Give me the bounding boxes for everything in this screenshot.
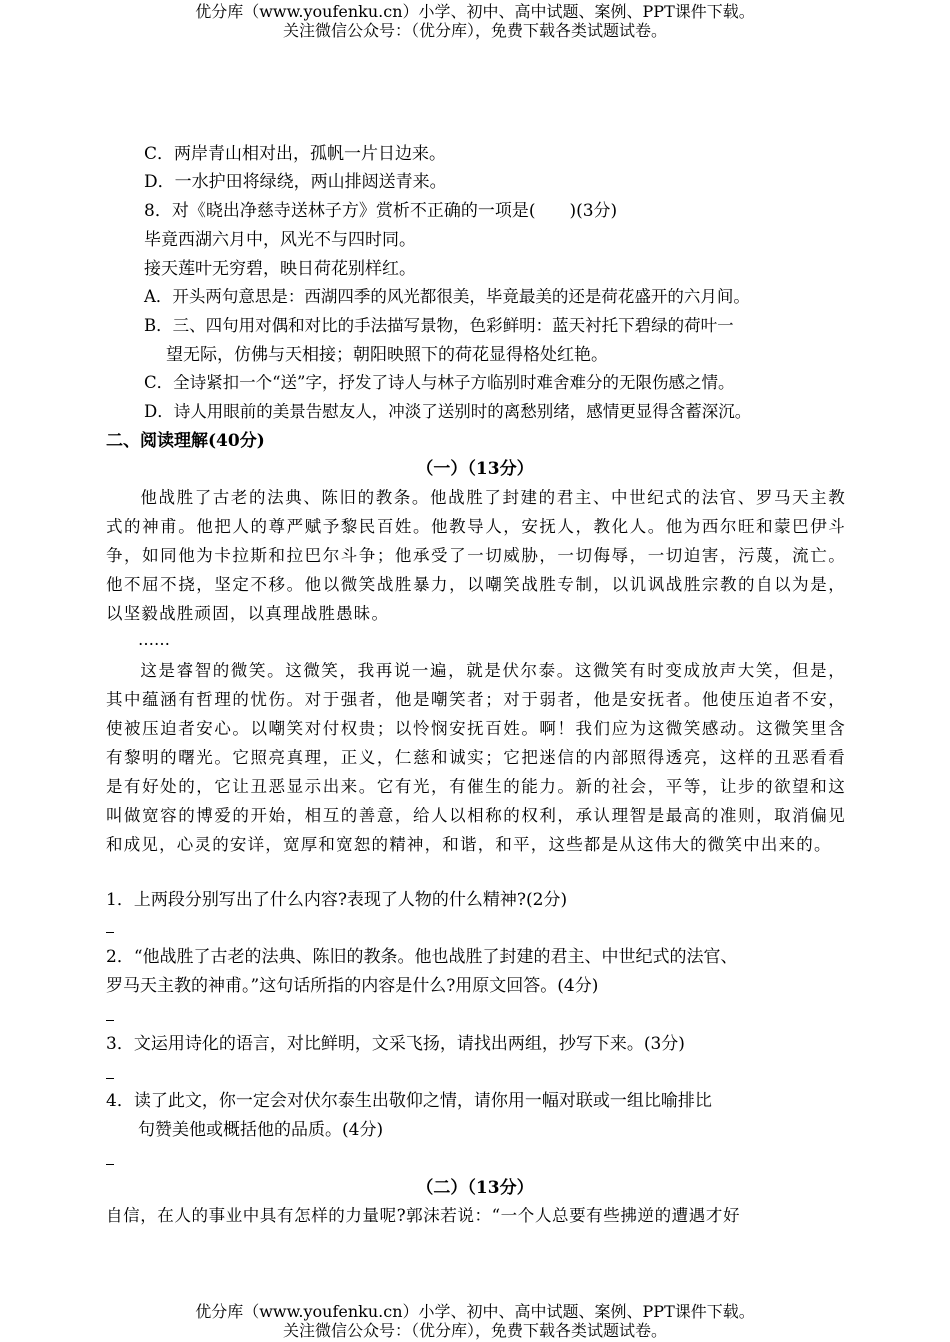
question-4-line-2: 句赞美他或概括他的品质。(4分) <box>138 1120 384 1140</box>
answer-blank-3[interactable] <box>106 1078 114 1079</box>
passage-paragraph-1 <box>106 483 846 628</box>
poem-line-2: 接天莲叶无穷碧，映日荷花别样红。 <box>144 259 416 279</box>
part-2-title: （二）（13分） <box>416 1178 534 1198</box>
section-2-title: 二、阅读理解(40分) <box>106 431 265 451</box>
header-line-2: 关注微信公众号：（优分库），免费下载各类试题试卷。 <box>282 21 667 40</box>
ellipsis: …… <box>138 630 170 649</box>
question-8-stem: 8．对《晓出净慈寺送林子方》赏析不正确的一项是( )(3分) <box>144 201 618 221</box>
answer-blank-2[interactable] <box>106 1020 114 1021</box>
option-d-q7: D．一水护田将绿绕，两山排闼送青来。 <box>144 172 447 192</box>
q8-option-b-line-1: B．三、四句用对偶和对比的手法描写景物，色彩鲜明：蓝天衬托下碧绿的荷叶一 <box>144 316 734 335</box>
footer-line-1: 优分库（www.youfenku.cn）小学、初中、高中试题、案例、PPT课件下载。 <box>195 1302 755 1321</box>
answer-blank-4[interactable] <box>106 1164 114 1165</box>
part-2-first-line: 自信，在人的事业中具有怎样的力量呢?郭沫若说：“一个人总要有些拂逆的遭遇才好 <box>106 1206 741 1225</box>
option-c-q7: C．两岸青山相对出，孤帆一片日边来。 <box>144 144 447 164</box>
passage-paragraph-1-text: 他战胜了古老的法典、陈旧的教条。他战胜了封建的君主、中世纪式的法官、罗马天主教式的神甫。他把人的尊严赋予黎民百姓。他教导人，安抚人，教化人。他为西尔旺和蒙巴伊斗争，如同他为卡拉斯和拉巴尔斗争；他承受了一切威胁，一切侮辱，一切迫害，污蔑，流亡。他不屈不挠，坚定不移。他以微笑战胜暴力，以嘲笑战胜专制，以讥讽战胜宗教的自以为是，以坚毅战胜顽固，以真理战胜愚昧。 <box>106 488 846 623</box>
q8-option-a: A．开头两句意思是：西湖四季的风光都很美，毕竟最美的还是荷花盛开的六月间。 <box>144 287 750 306</box>
question-3: 3．文运用诗化的语言，对比鲜明，文采飞扬，请找出两组，抄写下来。(3分) <box>106 1034 685 1054</box>
q8-option-b-line-2: 望无际，仿佛与天相接；朝阳映照下的荷花显得格处红艳。 <box>166 345 608 365</box>
question-2-line-1: 2．“他战胜了古老的法典、陈旧的教条。他也战胜了封建的君主、中世纪式的法官、 <box>106 947 738 967</box>
question-1: 1．上两段分别写出了什么内容?表现了人物的什么精神?(2分) <box>106 890 568 910</box>
header-line-1: 优分库（www.youfenku.cn）小学、初中、高中试题、案例、PPT课件下载。 <box>195 2 755 21</box>
answer-blank-1[interactable] <box>106 932 114 933</box>
poem-line-1: 毕竟西湖六月中，风光不与四时同。 <box>144 230 416 250</box>
q8-option-d: D．诗人用眼前的美景告慰友人，冲淡了送别时的离愁别绪，感情更显得含蓄深沉。 <box>144 402 752 421</box>
passage-paragraph-2-text: 这是睿智的微笑。这微笑，我再说一遍，就是伏尔泰。这微笑有时变成放声大笑，但是，其中蕴涵有哲理的忧伤。对于强者，他是嘲笑者；对于弱者，他是安抚者。他使压迫者不安，使被压迫者安心。以嘲笑对付权贵；以怜悯安抚百姓。啊！我们应为这微笑感动。这微笑里含有黎明的曙光。它照亮真理，正义，仁慈和诚实；它把迷信的内部照得透亮，这样的丑恶看看是有好处的，它让丑恶显示出来。它有光，有催生的能力。新的社会，平等，让步的欲望和这叫做宽容的博爱的开始，相互的善意，给人以相称的权利，承认理智是最高的准则，取消偏见和成见，心灵的安详，宽厚和宽恕的精神，和谐，和平，这些都是从这伟大的微笑中出来的。 <box>106 661 846 854</box>
part-1-title: （一）（13分） <box>416 459 534 479</box>
passage-paragraph-2 <box>106 656 846 859</box>
question-2-line-2: 罗马天主教的神甫。”这句话所指的内容是什么?用原文回答。(4分) <box>106 976 599 996</box>
question-4-line-1: 4．读了此文，你一定会对伏尔泰生出敬仰之情，请你用一幅对联或一组比喻排比 <box>106 1091 712 1111</box>
q8-option-c: C．全诗紧扣一个“送”字，抒发了诗人与林子方临别时难舍难分的无限伤感之情。 <box>144 373 735 392</box>
footer-line-2: 关注微信公众号：（优分库），免费下载各类试题试卷。 <box>282 1321 667 1340</box>
